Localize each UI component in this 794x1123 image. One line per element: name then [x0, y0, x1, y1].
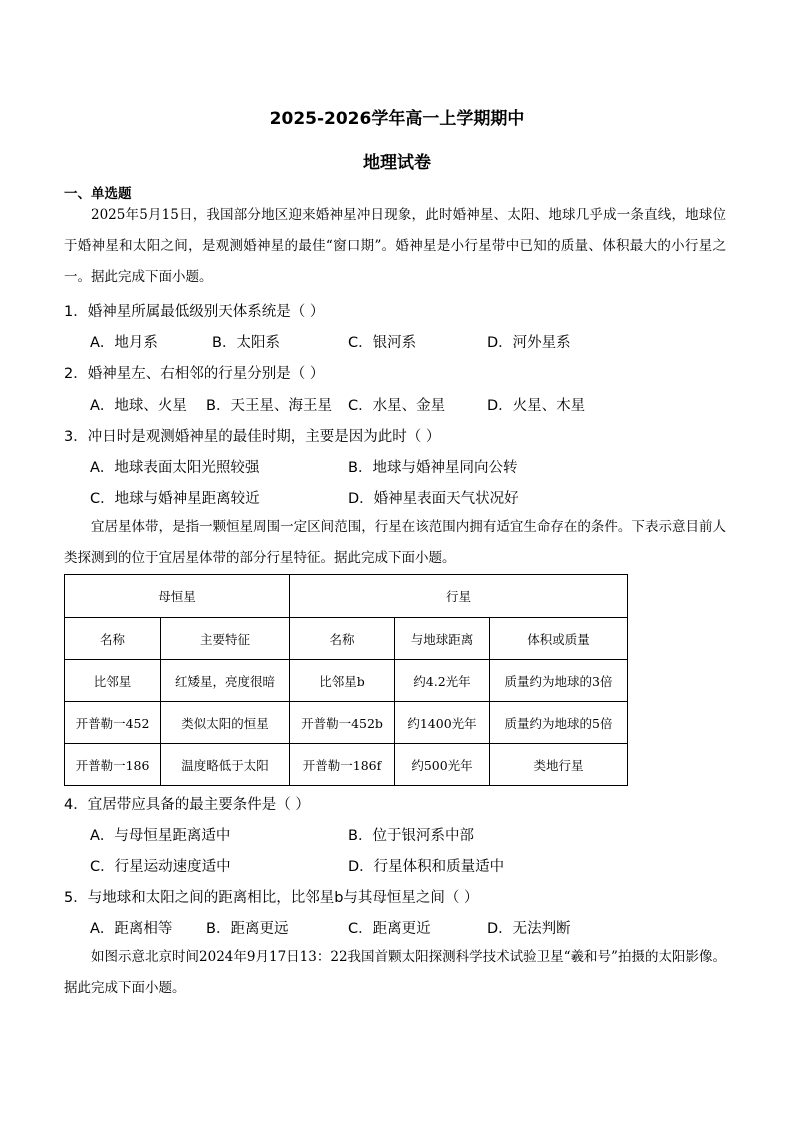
- table-cell: 开普勒一452b: [290, 702, 395, 744]
- section-heading: 一、单选题: [64, 186, 132, 202]
- table-cell: 比邻星b: [290, 660, 395, 702]
- question-1-option-a: A．地月系: [90, 335, 158, 351]
- table-cell: 开普勒一186: [65, 744, 161, 786]
- table-row: [65, 744, 628, 786]
- table-cell: 约4.2光年: [395, 660, 490, 702]
- question-2-stem: 2．婚神星左、右相邻的行星分别是（ ）: [64, 366, 325, 382]
- table-row: [65, 702, 628, 744]
- table-column-header: 名称: [290, 618, 395, 660]
- question-1-option-b: B．太阳系: [212, 335, 280, 351]
- table-column-header: 体积或质量: [490, 618, 628, 660]
- question-4-option-b: B．位于银河系中部: [348, 828, 474, 844]
- page-subtitle: 地理试卷: [363, 153, 431, 173]
- table-cell: 质量约为地球的5倍: [490, 702, 628, 744]
- question-3-stem: 3．冲日时是观测婚神星的最佳时期，主要是因为此时（ ）: [64, 429, 441, 445]
- table-cell: 类地行星: [490, 744, 628, 786]
- table-cell: 比邻星: [65, 660, 161, 702]
- question-2-option-d: D．火星、木星: [487, 398, 586, 414]
- table-column-header: 与地球距离: [395, 618, 490, 660]
- passage-3: 如图示意北京时间2024年9月17日13：22我国首颗太阳探测科学技术试验卫星“羲和号”拍摄的太阳影像。据此完成下面小题。: [64, 949, 726, 996]
- table-cell: 开普勒一186f: [290, 744, 395, 786]
- question-1-option-c: C．银河系: [348, 335, 417, 351]
- question-2-option-c: C．水星、金星: [348, 398, 446, 414]
- question-4-stem: 4．宜居带应具备的最主要条件是（ ）: [64, 797, 310, 813]
- table-row: [65, 660, 628, 702]
- passage-1: 2025年5月15日，我国部分地区迎来婚神星冲日现象，此时婚神星、太阳、地球几乎成一条直线，地球位于婚神星和太阳之间，是观测婚神星的最佳“窗口期”。婚神星是小行星带中已知的质量、体积最大的小行星之一。据此完成下面小题。: [64, 207, 726, 285]
- table-column-header: 名称: [65, 618, 161, 660]
- question-5-stem: 5．与地球和太阳之间的距离相比，比邻星b与其母恒星之间（ ）: [64, 890, 479, 906]
- question-5-option-c: C．距离更近: [348, 921, 431, 937]
- table-group-header-row: [65, 575, 628, 618]
- question-4-option-a: A．与母恒星距离适中: [90, 828, 231, 844]
- table-group-header: 母恒星: [65, 575, 290, 618]
- table-group-header: 行星: [290, 575, 628, 618]
- question-4-option-d: D．行星体积和质量适中: [348, 859, 505, 875]
- table-cell: 开普勒一452: [65, 702, 161, 744]
- passage-2: 宜居星体带，是指一颗恒星周围一定区间范围，行星在该范围内拥有适宜生命存在的条件。下表示意目前人类探测到的位于宜居星体带的部分行星特征。据此完成下面小题。: [64, 519, 726, 566]
- question-5-option-b: B．距离更远: [206, 921, 289, 937]
- table-cell: 质量约为地球的3倍: [490, 660, 628, 702]
- table-cell: 红矮星，亮度很暗: [161, 660, 290, 702]
- question-3-option-a: A．地球表面太阳光照较强: [90, 460, 260, 476]
- question-2-option-a: A．地球、火星: [90, 398, 187, 414]
- table-cell: 温度略低于太阳: [161, 744, 290, 786]
- question-1-stem: 1．婚神星所属最低级别天体系统是（ ）: [64, 304, 325, 320]
- question-1-option-d: D．河外星系: [487, 335, 571, 351]
- table-cell: 约1400光年: [395, 702, 490, 744]
- table-cell: 类似太阳的恒星: [161, 702, 290, 744]
- question-2-option-b: B．天王星、海王星: [206, 398, 332, 414]
- question-3-option-c: C．地球与婚神星距离较近: [90, 491, 260, 507]
- habitable-planets-table: [64, 574, 628, 786]
- table-column-header: 主要特征: [161, 618, 290, 660]
- question-5-option-d: D．无法判断: [487, 921, 571, 937]
- question-5-option-a: A．距离相等: [90, 921, 173, 937]
- table-header-row: [65, 618, 628, 660]
- table-cell: 约500光年: [395, 744, 490, 786]
- question-3-option-b: B．地球与婚神星同向公转: [348, 460, 518, 476]
- question-4-option-c: C．行星运动速度适中: [90, 859, 231, 875]
- page-title: 2025-2026学年高一上学期期中: [269, 109, 525, 129]
- question-3-option-d: D．婚神星表面天气状况好: [348, 491, 519, 507]
